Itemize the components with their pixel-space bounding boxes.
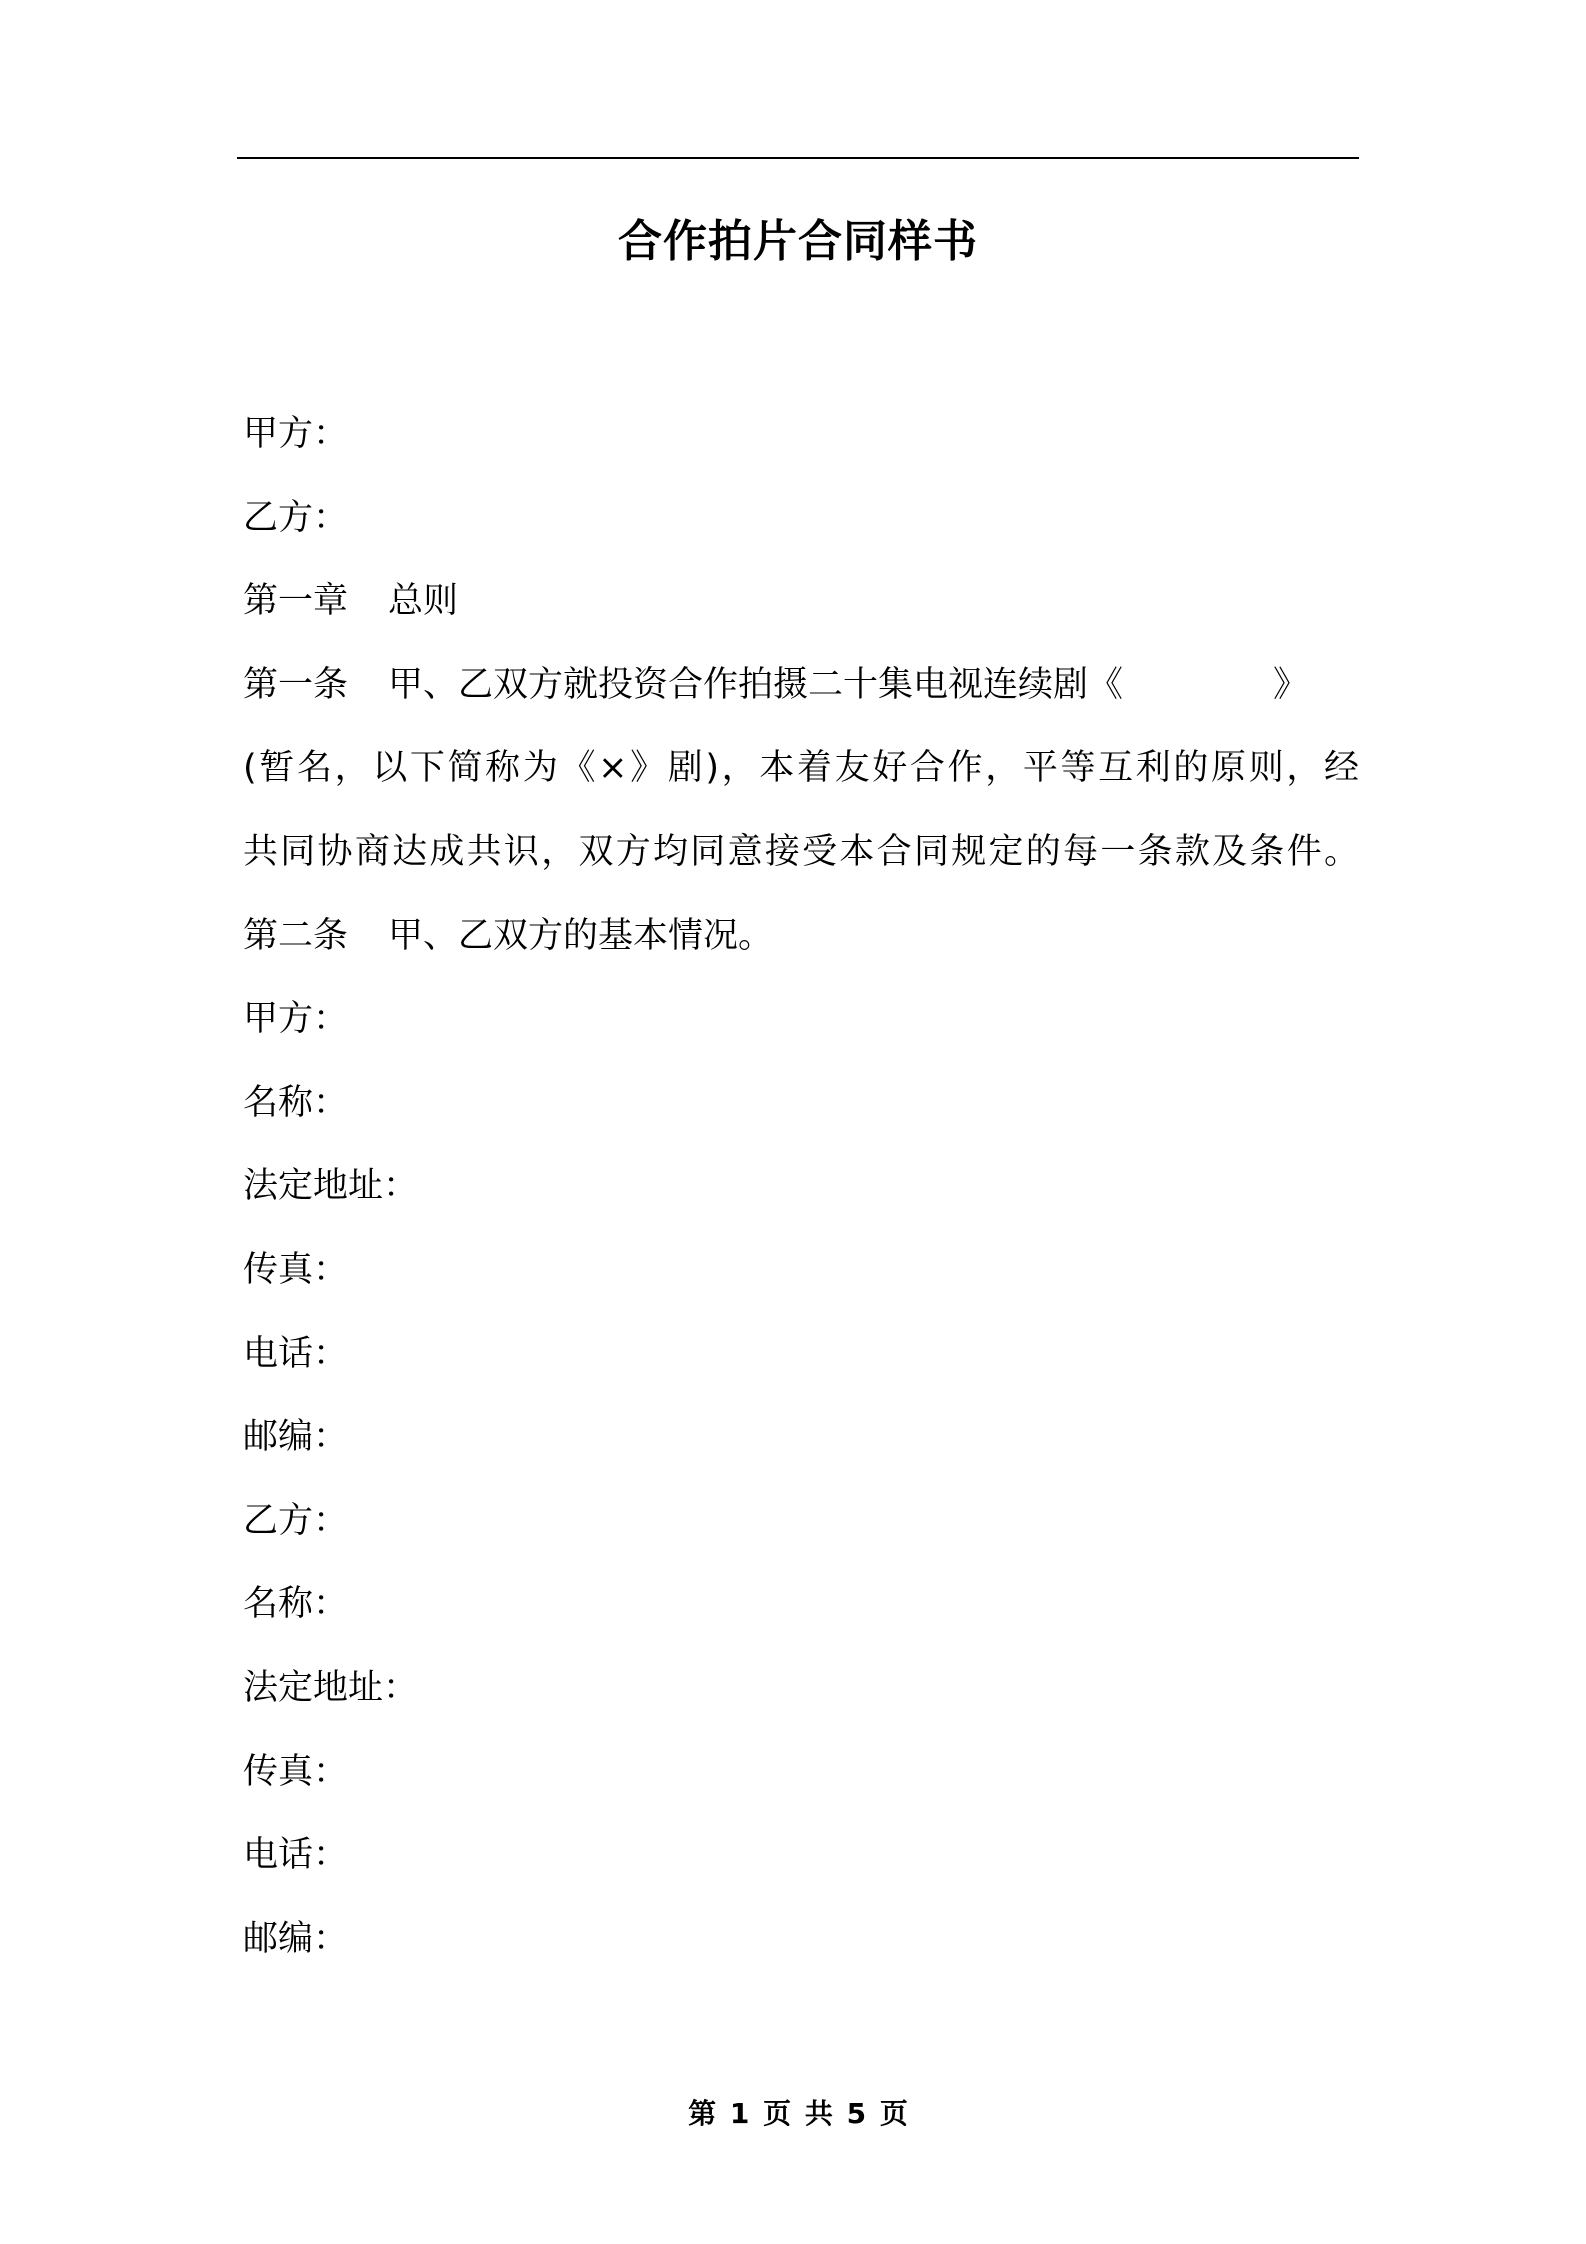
article-2-line xyxy=(243,906,1359,990)
article-2-text: 甲、乙双方的基本情况。 xyxy=(388,915,774,956)
document-body xyxy=(243,404,1359,1992)
chapter-1-name: 总则 xyxy=(388,581,459,622)
party-a-label: 甲方： xyxy=(243,414,349,454)
party-a-line xyxy=(243,404,1359,488)
party-b-heading: 乙方： xyxy=(243,1500,349,1541)
party-b-line xyxy=(243,488,1359,572)
party-b-fax: 传真： xyxy=(243,1751,349,1792)
party-b-name: 名称： xyxy=(243,1584,349,1625)
article-1-line-1 xyxy=(243,655,1359,739)
article-2-number: 第二条 xyxy=(243,915,349,956)
article-1-number: 第一条 xyxy=(243,664,349,705)
party-a-fax: 传真： xyxy=(243,1249,349,1290)
article-1-line-2: (暂名，以下简称为《×》剧)，本着友好合作，平等互利的原则，经 xyxy=(243,748,1359,789)
party-b-address: 法定地址： xyxy=(243,1667,419,1708)
document-title: 合作拍片合同样书 xyxy=(618,216,978,267)
party-a-name: 名称： xyxy=(243,1082,349,1123)
chapter-1-number: 第一章 xyxy=(243,581,349,622)
page-footer: 第 1 页 共 5 页 xyxy=(688,2097,908,2130)
party-b-postcode: 邮编： xyxy=(243,1918,349,1959)
article-1-text-a: 甲、乙双方就投资合作拍摄二十集电视连续剧《 xyxy=(388,664,1124,705)
party-a-phone: 电话： xyxy=(243,1333,349,1374)
header-rule xyxy=(237,157,1359,159)
party-a-postcode: 邮编： xyxy=(243,1417,349,1458)
article-1-text-b: 》 xyxy=(1273,664,1309,705)
chapter-1-heading xyxy=(243,571,1359,655)
party-a-heading: 甲方： xyxy=(243,999,349,1040)
party-a-address: 法定地址： xyxy=(243,1166,419,1207)
article-1-line-3: 共同协商达成共识，双方均同意接受本合同规定的每一条款及条件。 xyxy=(243,831,1359,872)
party-b-phone: 电话： xyxy=(243,1835,349,1876)
party-b-label: 乙方： xyxy=(243,497,349,538)
